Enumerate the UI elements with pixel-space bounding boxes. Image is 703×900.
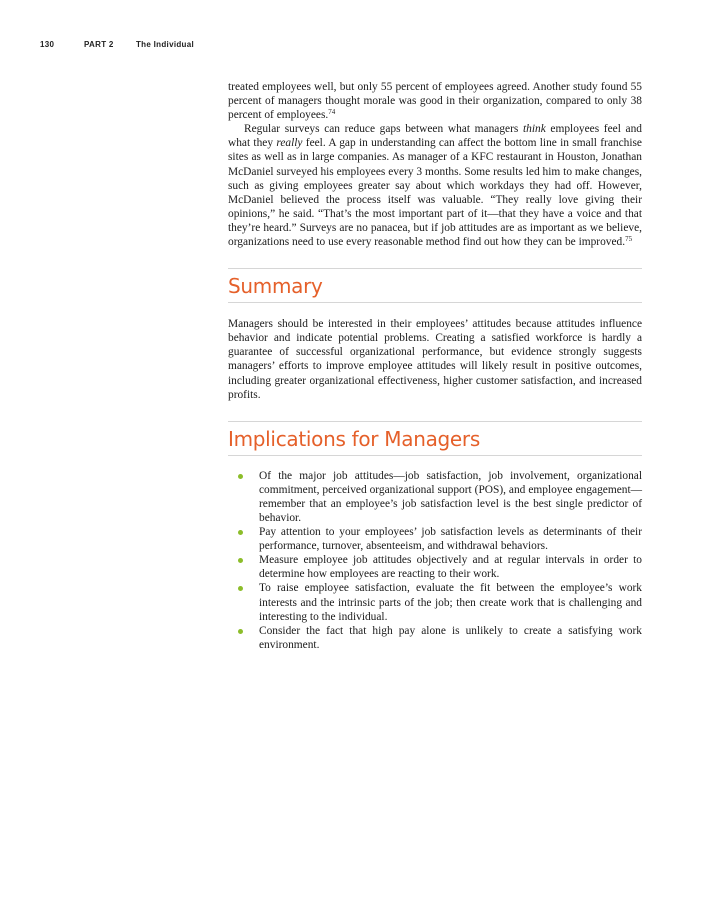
list-item: Measure employee job attitudes objectively and at regular intervals in order to determine how employees are reacting to their work. (259, 554, 642, 581)
list-item: Pay attention to your employees’ job satisfaction levels as determinants of their performance, turnover, absenteeism, and withdrawal behaviors. (259, 526, 642, 553)
part-title: The Individual (136, 40, 194, 49)
part-label: PART 2 (84, 40, 114, 49)
list-item: Consider the fact that high pay alone is unlikely to create a satisfying work environment. (259, 624, 642, 651)
body-paragraph: Regular surveys can reduce gaps between what managers think employees feel and what they really feel. A gap in understanding can affect the bottom line in small franchise sites as well as in large companies. As manager of a KFC restaurant in Houston, Jonathan McDaniel surveyed his employees every 3 months. Some results led him to make changes, such as giving employees greater say about which workdays they had off. However, McDaniel believed the process itself was valuable. “They really love giving their opinions,” he said. “That’s the most important part of it—that they have a voice and that they’re heard.” Surveys are no panacea, but if job attitudes are as important as we believe, organizations need to use every reasonable method find out how they can be improved.$^{75}$ (228, 123, 642, 249)
page-number: 130 (40, 40, 55, 49)
list-item: To raise employee satisfaction, evaluate the fit between the employee’s work interests and the intrinsic parts of the job; then create work that is challenging and interesting to the individual. (259, 582, 642, 623)
endnote-ref[interactable]: 75 (625, 235, 633, 244)
page-content (228, 80, 642, 652)
running-head (40, 40, 194, 49)
list-item: Of the major job attitudes—job satisfaction, job involvement, organizational commitment, perceived organizational support (POS), and employee engagement—remember that an employee’s job satisfaction level is the best single predictor of behavior. (259, 469, 642, 524)
implications-list (228, 469, 642, 652)
summary-paragraph: Managers should be interested in their employees’ attitudes because attitudes influence behavior and indicate potential problems. Creating a satisfied workforce is hardly a guarantee of successful organizational performance, but evidence strongly suggests managers’ efforts to improve employee attitudes will likely result in positive outcomes, including greater organizational effectiveness, higher customer satisfaction, and increased profits. (228, 318, 642, 401)
body-paragraph: treated employees well, but only 55 percent of employees agreed. Another study found 55 percent of managers thought morale was good in their organization, compared to only 38 percent of employees.$^{74}$ (228, 81, 642, 122)
endnote-ref[interactable]: 74 (328, 108, 336, 117)
emphasis: think (522, 123, 546, 136)
summary-heading: Summary (228, 269, 642, 303)
emphasis: really (276, 137, 303, 150)
implications-heading: Implications for Managers (228, 422, 642, 456)
